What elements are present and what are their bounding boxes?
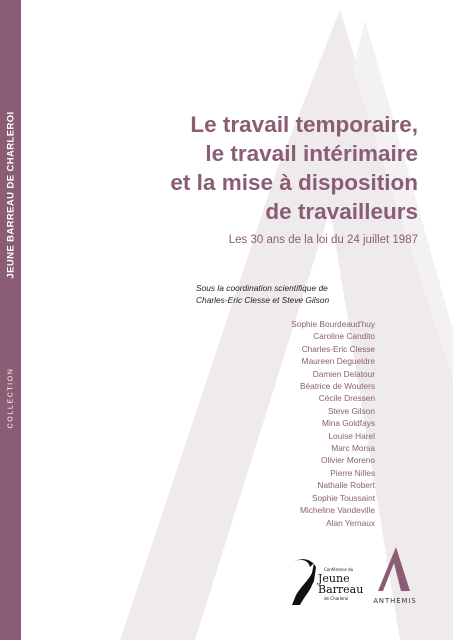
book-title: [88, 110, 418, 226]
title-line: Le travail temporaire,: [190, 112, 418, 137]
title-line: de travailleurs: [265, 199, 418, 224]
coordination-line: Sous la coordination scientifique de: [196, 283, 328, 293]
title-line: et la mise à disposition: [170, 170, 418, 195]
author-name: Louise Harel: [328, 430, 375, 441]
anthemis-logo: [370, 545, 420, 607]
author-name: Mina Goldfays: [321, 418, 375, 429]
author-name: Cécile Dressen: [318, 393, 375, 404]
author-name: Nathalie Robert: [317, 480, 375, 491]
coordination-credit: [196, 282, 426, 306]
author-name: Marc Morsa: [331, 443, 375, 454]
jb-logo-text: Conférence du: [324, 567, 354, 572]
author-name: Caroline Candito: [313, 331, 375, 342]
author-name: Sophie Bourdeaud'huy: [291, 319, 375, 329]
jb-logo-text: Jeune: [318, 572, 350, 585]
anthemis-a-icon: [378, 547, 410, 591]
coordination-editors: Charles-Eric Clesse et Steve Gilson: [196, 295, 330, 305]
jb-logo-text: de Charleroi: [324, 596, 349, 601]
series-name: JEUNE BARREAU DE CHARLEROI: [5, 111, 17, 279]
author-name: Pierre Nilles: [330, 467, 375, 478]
author-name: Micheline Vandeville: [299, 505, 375, 516]
author-list: [155, 318, 375, 529]
collection-label: COLLECTION: [7, 367, 15, 429]
jeune-barreau-logo: [288, 555, 364, 607]
author-name: Charles-Eric Clesse: [301, 343, 375, 354]
author-name: Alan Yernaux: [326, 517, 375, 528]
author-name: Maureen Degueldre: [301, 356, 375, 367]
griffin-icon: [290, 559, 316, 605]
author-name: Steve Gilson: [327, 405, 375, 416]
publisher-name: ANTHEMIS: [373, 597, 417, 605]
title-line: le travail intérimaire: [205, 141, 418, 166]
book-subtitle: Les 30 ans de la loi du 24 juillet 1987: [228, 234, 418, 246]
author-name: Sophie Toussaint: [311, 492, 375, 503]
author-name: Olivier Moreno: [321, 455, 375, 466]
author-name: Béatrice de Wouters: [299, 381, 375, 392]
author-name: Damien Delatour: [312, 368, 375, 379]
jb-logo-text: Barreau: [318, 583, 364, 596]
